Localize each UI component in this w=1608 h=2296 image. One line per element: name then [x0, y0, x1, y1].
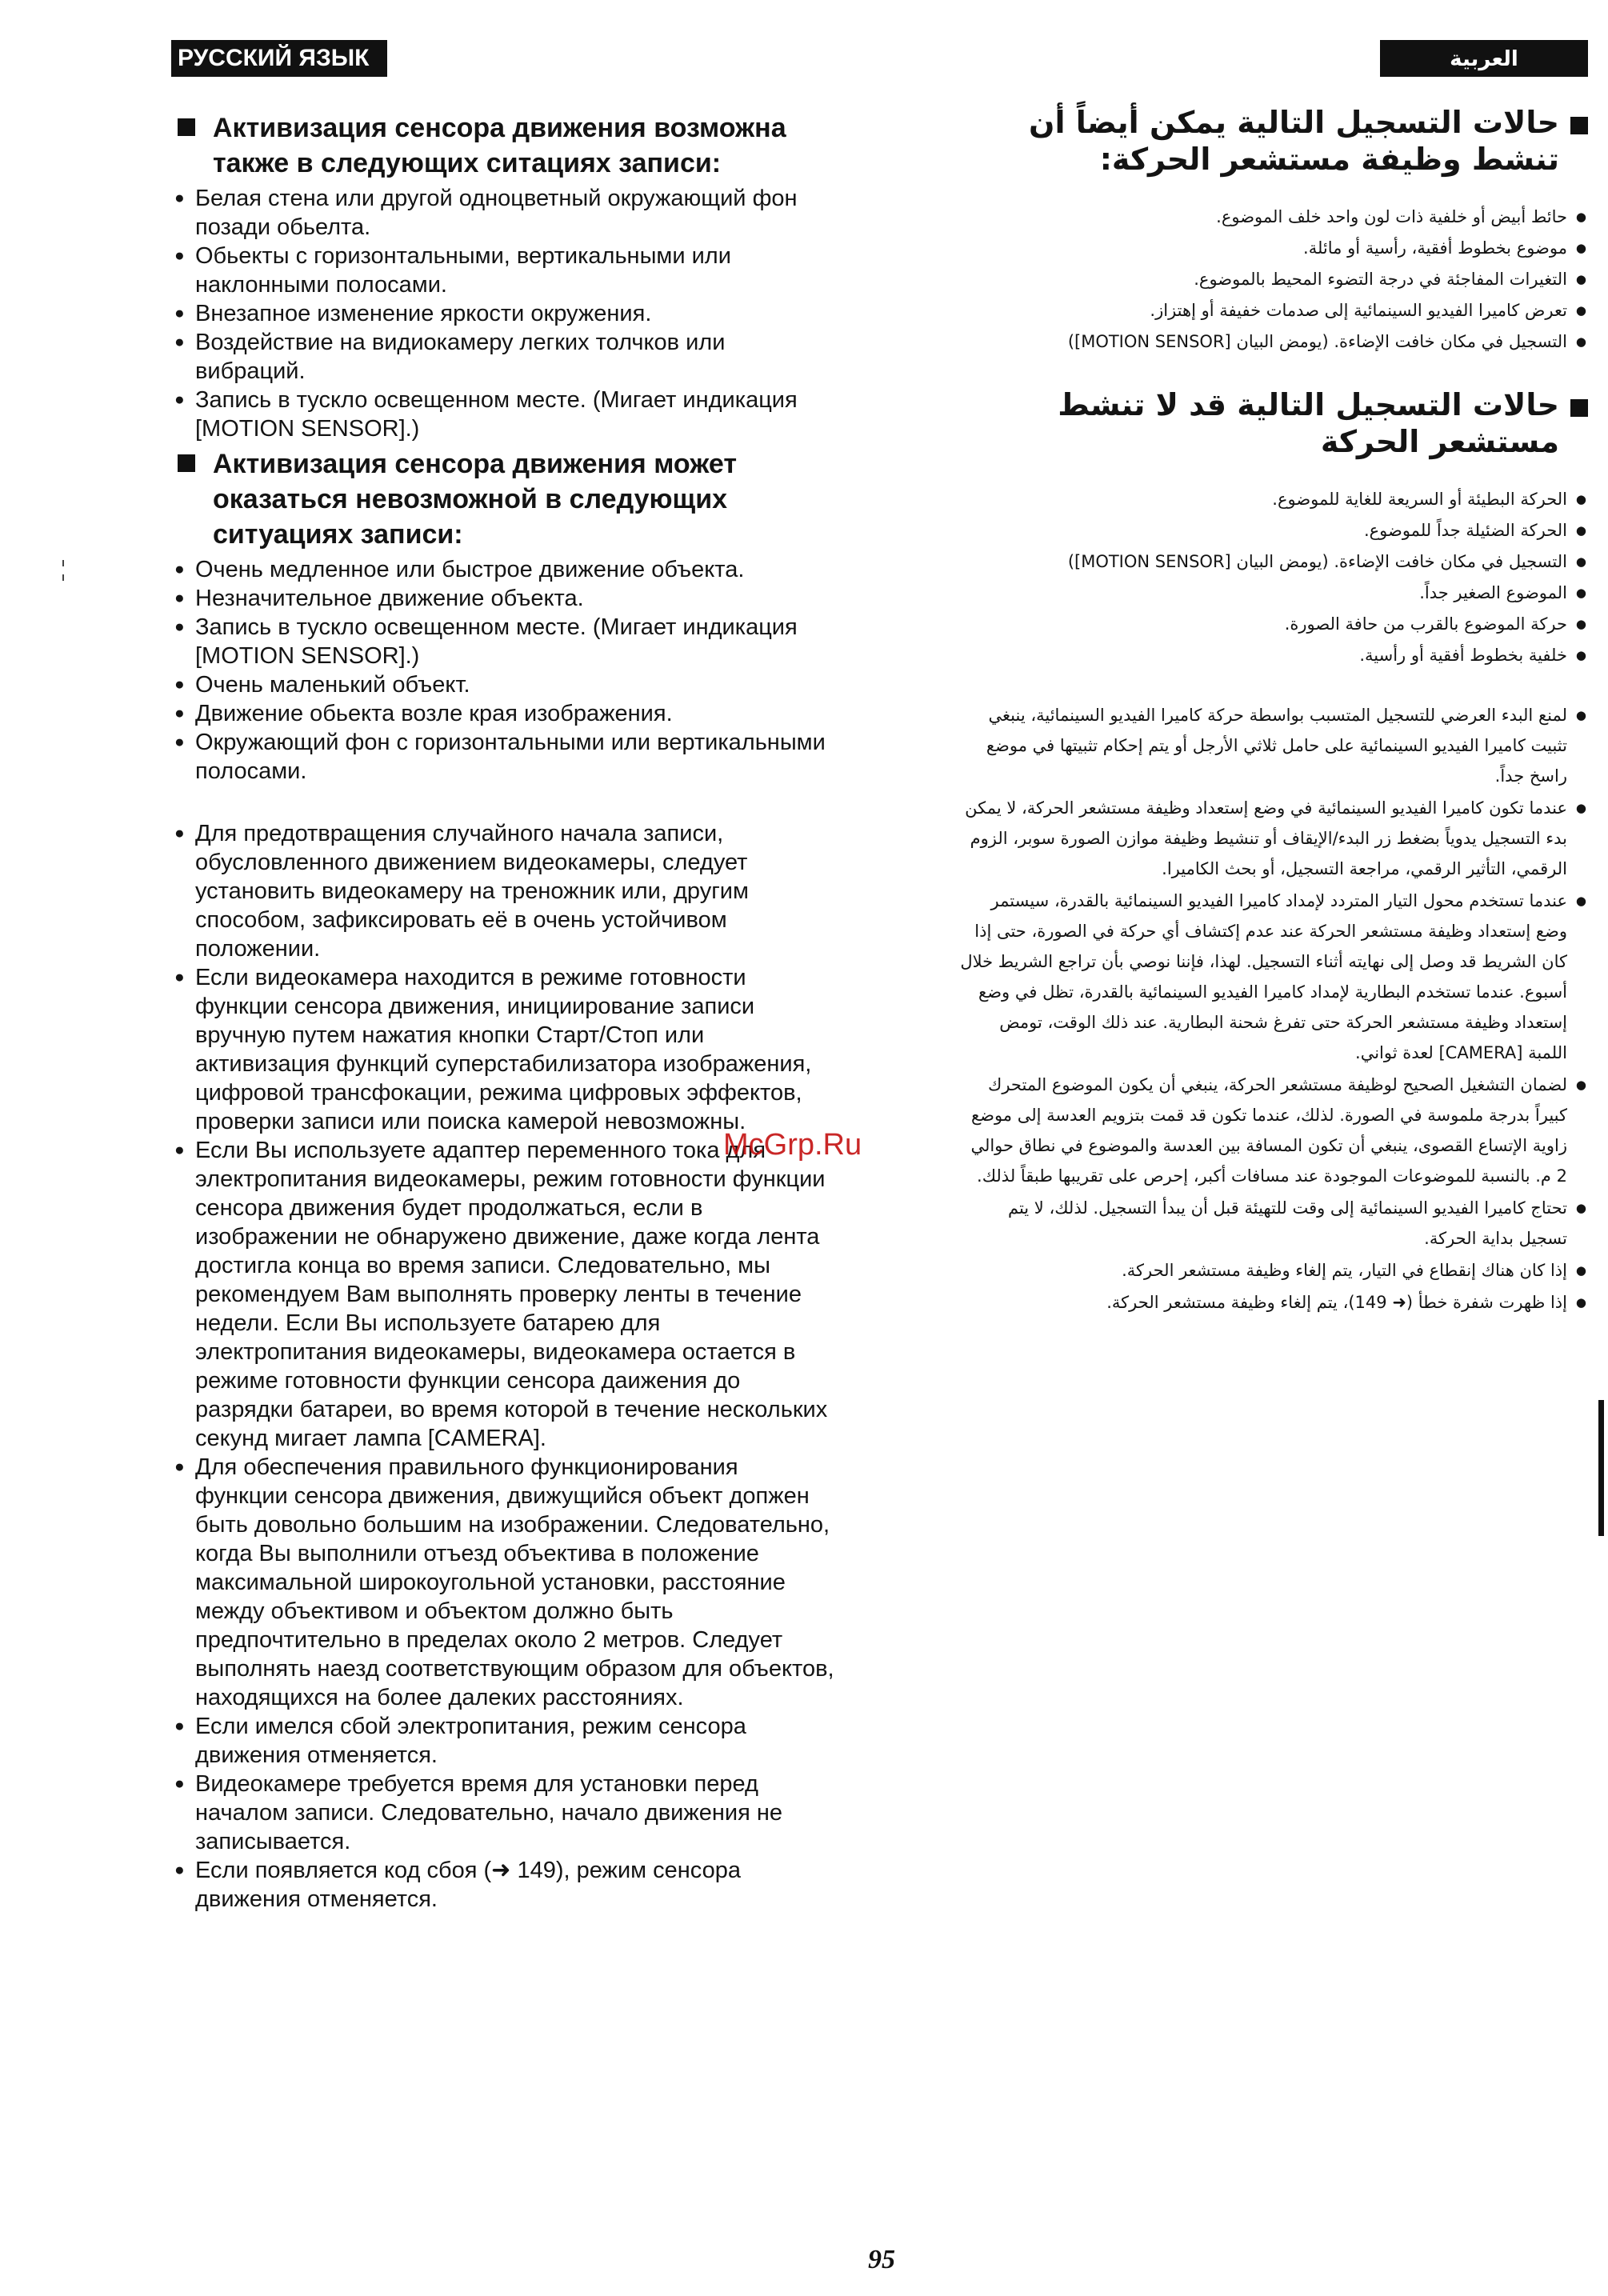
list-item: ● Очень медленное или быстрое движение объекта.: [171, 555, 835, 584]
note-item: ● Если видеокамера находится в режиме готовности функции сенсора движения, инициирование записи вручную путем нажатия кнопки Старт/Стоп или активизация функций суперстабилизатора изображения, цифровой трансфокации, режима цифровых эффектов, проверки записи или поиска камерой невозможны.: [171, 963, 835, 1136]
ar-notes-list: [956, 700, 1588, 1318]
note-item: ● لمنع البدء العرضي للتسجيل المتسبب بواسطة حركة كاميرا الفيديو السينمائية، ينبغي تثبيت كاميرا الفيديو السينمائية على حامل ثلاثي الأرجل أو يتم إحكام تثبيتها في موضع راسخ جداً.: [956, 700, 1588, 791]
ar-section1-heading: حالات التسجيل التالية يمكن أيضاً أن تنشط وظيفة مستشعر الحركة:: [956, 104, 1588, 178]
list-item: ● Запись в тускло освещенном месте. (Мигает индикация [MOTION SENSOR].): [171, 386, 835, 443]
note-item: ● عندما تستخدم محول التيار المتردد لإمداد كاميرا الفيديو السينمائية بالقدرة، سيستمر وضع إستعداد وظيفة مستشعر الحركة عند عدم إكتشاف أي حركة في الصورة، حتى إذا كان الشريط قد وصل إلى نهايته أثناء التسجيل. لهذا، فإننا نوصي بأن تراجع الشريط خلال أسبوع. عندما تستخدم البطارية لإمداد كاميرا الفيديو السينمائية بالقدرة، تظل في وضع إستعداد وظيفة مستشعر الحركة حتى تفرغ شحنة البطارية. عند ذلك الوقت، تومض اللمبة [CAMERA] لعدة ثواني.: [956, 886, 1588, 1068]
note-item: ● تحتاج كاميرا الفيديو السينمائية إلى وقت للتهيئة قبل أن يبدأ التسجيل. لذلك، لا يتم تسجيل بداية الحركة.: [956, 1193, 1588, 1254]
list-item: ● Движение обьекта возле края изображения.: [171, 699, 835, 728]
ar-section1-list: [956, 202, 1588, 358]
language-tab-arabic: العربية: [1380, 40, 1588, 77]
note-item: ● لضمان التشغيل الصحيح لوظيفة مستشعر الحركة، ينبغي أن يكون الموضوع المتحرك كبيراً بدرجة ملموسة في الصورة. لذلك، عندما تكون قد قمت بتزويم العدسة إلى موضع زاوية الإتساع القصوى، ينبغي أن تكون المسافة بين العدسة والموضوع في نطاق حوالي 2 م. بالنسبة للموضوعات الموجودة عند مسافات أكبر، إحرص على تقريبها طبقاً لذلك.: [956, 1070, 1588, 1191]
list-item: ● Окружающий фон с горизонтальными или вертикальными полосами.: [171, 728, 835, 786]
list-item: ● Запись в тускло освещенном месте. (Мигает индикация [MOTION SENSOR].): [171, 613, 835, 670]
list-item: ● الحركة البطيئة أو السريعة للغاية للموضوع.: [956, 484, 1588, 515]
list-item: ● التسجيل في مكان خافت الإضاءة. (يومض البيان [MOTION SENSOR]): [956, 546, 1588, 578]
list-item: ● التغيرات المفاجئة في درجة التضوء المحيط بالموضوع.: [956, 264, 1588, 295]
russian-column: [171, 110, 835, 1914]
ru-section1-heading: Активизация сенсора движения возможна также в следующих ситациях записи:: [171, 110, 835, 181]
page-number: 95: [868, 2245, 895, 2274]
ru-notes-list: [171, 819, 835, 1914]
scan-mark: [62, 560, 64, 566]
note-item: ● Для предотвращения случайного начала записи, обусловленного движением видеокамеры, следует установить видеокамеру на треножник или, другим способом, зафиксировать её в очень устойчивом положении.: [171, 819, 835, 963]
note-item: ● إذا ظهرت شفرة خطأ (➜ 149)، يتم إلغاء وظيفة مستشعر الحركة.: [956, 1287, 1588, 1318]
note-item: ● Если имелся сбой электропитания, режим сенсора движения отменяется.: [171, 1712, 835, 1770]
square-bullet-icon: [178, 454, 195, 472]
list-item: ● Воздействие на видиокамеру легких толчков или вибраций.: [171, 328, 835, 386]
ru-section2-heading: Активизация сенсора движения может оказаться невозможной в следующих ситуациях записи:: [171, 446, 835, 552]
list-item: ● Обьекты с горизонтальными, вертикальными или наклонными полосами.: [171, 242, 835, 299]
arabic-column: [956, 104, 1588, 1319]
list-item: ● حركة الموضوع بالقرب من حافة الصورة.: [956, 609, 1588, 640]
ar-section2-list: [956, 484, 1588, 671]
edge-marker: [1598, 1400, 1604, 1536]
note-item: ● Если появляется код сбоя (➜ 149), режим сенсора движения отменяется.: [171, 1856, 835, 1914]
list-item: ● موضوع بخطوط أفقية، رأسية أو مائلة.: [956, 233, 1588, 264]
list-item: ● Внезапное изменение яркости окружения.: [171, 299, 835, 328]
list-item: ● التسجيل في مكان خافت الإضاءة. (يومض البيان [MOTION SENSOR]): [956, 326, 1588, 358]
ar-section2-heading: حالات التسجيل التالية قد لا تنشط مستشعر الحركة: [956, 386, 1588, 460]
list-item: ● حائط أبيض أو خلفية ذات لون واحد خلف الموضوع.: [956, 202, 1588, 233]
list-item: ● Белая стена или другой одноцветный окружающий фон позади обьелта.: [171, 184, 835, 242]
watermark: McGrp.Ru: [723, 1128, 862, 1162]
list-item: ● تعرض كاميرا الفيديو السينمائية إلى صدمات خفيفة أو إهتزاز.: [956, 295, 1588, 326]
note-item: ● Видеокамере требуется время для установки перед началом записи. Следовательно, начало движения не записывается.: [171, 1770, 835, 1856]
note-item: ● Если Вы используете адаптер переменного тока для электропитания видеокамеры, режим готовности функции сенсора движения будет продолжаться, если в изображении не обнаружено движение, даже когда лента достигла конца во время записи. Следовательно, мы рекомендуем Вам выполнять проверку ленты в течение недели. Если Вы используете батарею для электропитания видеокамеры, видеокамера остается в режиме готовности функции сенсора даижения до разрядки батареи, во время которой в течение нескольких секунд мигает лампа [CAMERA].: [171, 1136, 835, 1453]
ru-section2-list: [171, 555, 835, 786]
list-item: ● Очень маленький объект.: [171, 670, 835, 699]
list-item: ● Незначительное движение объекта.: [171, 584, 835, 613]
ru-section1-list: [171, 184, 835, 443]
language-tab-russian: РУССКИЙ ЯЗЫК: [171, 40, 387, 77]
square-bullet-icon: [1570, 117, 1588, 134]
note-item: ● إذا كان هناك إنقطاع في التيار، يتم إلغاء وظيفة مستشعر الحركة.: [956, 1255, 1588, 1286]
note-item: ● عندما تكون كاميرا الفيديو السينمائية في وضع إستعداد وظيفة مستشعر الحركة، لا يمكن بدء التسجيل يدوياً بضغط زر البدء/الإيقاف أو تنشيط وظيفة موازن الصورة سوبر، الزوم الرقمي، التأثير الرقمي، مراجعة التسجيل، أو بحث الكاميرا.: [956, 793, 1588, 884]
note-item: ● Для обеспечения правильного функционирования функции сенсора движения, движущийся объект допжен быть довольно большим на изображении. Следовательно, когда Вы выполнили отъезд объектива в положение максимальной широкоугольной установки, расстояние между объективом и объектом должно быть предпочтительно в пределах около 2 метров. Следует выполнять наезд соответствующим образом для объектов, находящихся на более далеких расстояниях.: [171, 1453, 835, 1712]
list-item: ● الموضوع الصغير جداً.: [956, 578, 1588, 609]
list-item: ● الحركة الضئيلة جداً للموضوع.: [956, 515, 1588, 546]
square-bullet-icon: [178, 118, 195, 136]
list-item: ● خلفية بخطوط أفقية أو رأسية.: [956, 640, 1588, 671]
square-bullet-icon: [1570, 399, 1588, 417]
scan-mark: [62, 574, 64, 581]
